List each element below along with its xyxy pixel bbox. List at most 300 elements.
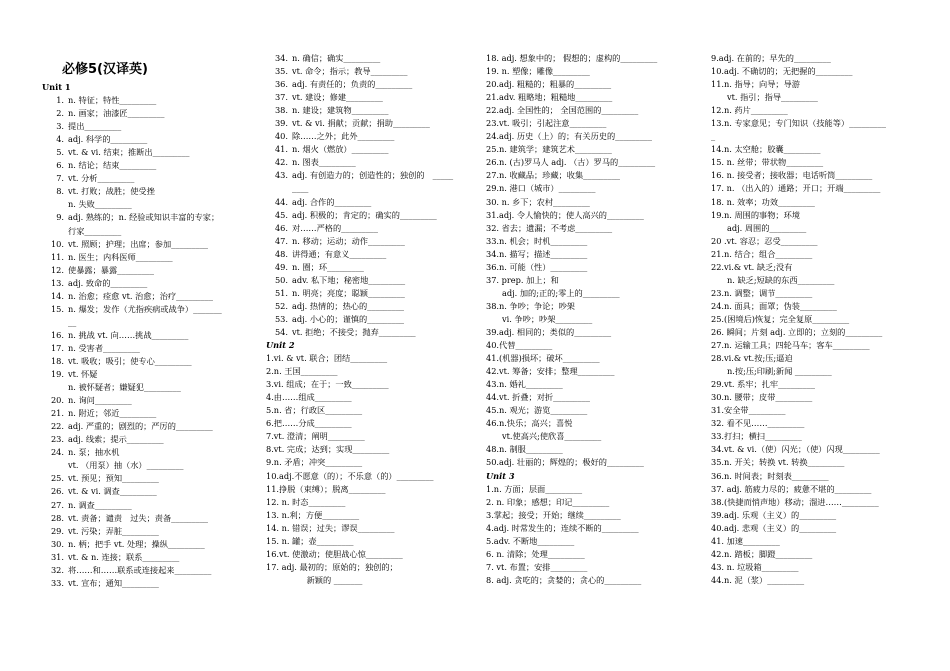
entry-text: 26. 瞬间；片刻 adj. 立即的；立刻的_________ [711, 326, 883, 337]
vocab-entry [711, 404, 921, 417]
entry-text: adv. 私下地；秘密地_________ [292, 274, 406, 285]
entry-text: n. 失败_________ [68, 199, 132, 210]
vocab-entry [42, 564, 247, 577]
vocab-entry [266, 574, 481, 587]
entry-number: 12. [50, 264, 64, 275]
column-2 [266, 52, 481, 587]
entry-text: 8.vt. 完成；达到；实现_________ [266, 444, 390, 455]
entry-text: 36.n. 时间表；时刻表_________ [711, 470, 829, 481]
entry-number: 5. [56, 147, 64, 158]
entry-text: 34.vt. & vi.（使）闪光；（使）闪现_________ [711, 444, 880, 455]
entry-text: 6.把……分成_________ [266, 418, 352, 429]
unit-label: Unit 1 [42, 82, 71, 92]
entry-text: n. 移动；运动；动作_________ [292, 235, 405, 246]
entry-text: 2. n. 印象；感想；印记_________ [486, 496, 610, 507]
vocab-entry [711, 209, 921, 222]
entry-text: 43. n. 垃圾箱_________ [711, 561, 799, 572]
entry-text: 29.vt. 系牢；扎牢_________ [711, 379, 815, 390]
vocab-entry [266, 483, 481, 496]
entry-text: __ [68, 316, 77, 327]
entry-text: adj. 线索；提示_________ [68, 434, 164, 445]
entry-text: 2.n. 王国_________ [266, 366, 338, 377]
entry-text: adj. 致命的_________ [68, 277, 148, 288]
entry-number: 42. [274, 157, 288, 168]
vocab-entry [42, 329, 247, 342]
vocab-entry [42, 159, 247, 172]
entry-text: 12. n. 时态_________ [266, 496, 346, 507]
entry-text: adj. 合作的_________ [292, 196, 372, 207]
entry-number: 10. [50, 238, 64, 249]
entry-text: 39.adj. 乐观（主义）的_________ [711, 509, 837, 520]
entry-text: 除……之外；此外_________ [292, 131, 395, 142]
entry-number: 3. [56, 121, 64, 132]
vocab-entry [486, 182, 706, 195]
entry-text: n. 治愈；痊愈 vt. 治愈；治疗_________ [68, 290, 213, 301]
entry-text: adj. 熟练的；n. 经验或知识丰富的专家； [68, 212, 220, 223]
entry-number: 50. [274, 274, 288, 285]
entry-text: vt. 指引；指导_________ [727, 92, 818, 103]
entry-text: n. 特征；特性_________ [68, 95, 157, 106]
vocab-entry [42, 264, 247, 277]
entry-number: 54. [274, 326, 288, 337]
vocab-entry [486, 117, 706, 130]
entry-text: 48.n. 制服_________ [486, 444, 563, 455]
entry-number: 18. [50, 355, 64, 366]
vocab-entry [711, 456, 921, 469]
vocab-entry [711, 339, 921, 352]
vocab-entry [42, 394, 247, 407]
vocab-entry [711, 65, 921, 78]
entry-number: 51. [274, 287, 288, 298]
vocab-entry [486, 326, 706, 339]
vocab-entry [266, 248, 481, 261]
entry-number: 9. [56, 212, 64, 223]
entry-text: 9.adj. 在前的；早先的_________ [711, 53, 831, 63]
vocab-entry [711, 391, 921, 404]
vocab-entry [266, 535, 481, 548]
entry-text: n.按;压;印刷;新闻 _________ [727, 366, 832, 377]
entry-number: 39. [274, 118, 288, 129]
vocab-entry [266, 313, 481, 326]
entry-text: 40.代替_________ [486, 340, 553, 351]
vocab-entry [42, 577, 247, 590]
vocab-entry [42, 225, 247, 238]
vocab-entry [266, 130, 481, 143]
entry-text: 35.n. 开关；转换 vt. 转换_________ [711, 457, 845, 468]
vocab-entry [42, 198, 247, 211]
entry-number: 43. [274, 170, 288, 181]
entry-text: 43.n. 婚礼_________ [486, 379, 563, 390]
entry-text: n. 受害者_________ [68, 342, 140, 353]
vocab-entry [266, 561, 481, 574]
entry-text: adj. 有创造力的；创造性的；独创的 _____ [292, 170, 454, 181]
entry-text: adj. 周围的_________ [727, 222, 807, 233]
entry-text: n. 询问_________ [68, 395, 132, 406]
entry-number: 53. [274, 313, 288, 324]
entry-text: 25.(困境后)恢复；完全复原_________ [711, 313, 850, 324]
entry-text: 46.n.快乐；高兴；喜悦 [486, 418, 573, 429]
vocab-entry [711, 104, 921, 117]
vocab-entry [266, 352, 481, 365]
entry-text: 34.n. 描写；描述_________ [486, 248, 588, 259]
vocab-entry [266, 456, 481, 469]
vocab-entry [486, 404, 706, 417]
vocab-entry [266, 378, 481, 391]
vocab-entry [711, 483, 921, 496]
vocab-entry [711, 91, 921, 104]
entry-text: n. 柄；把手 vt. 处理；操纵_________ [68, 538, 205, 549]
vocab-entry [486, 78, 706, 91]
entry-text: adj. 有责任的；负责的_________ [292, 79, 413, 90]
entry-text: 24.n. 面具；面罩；伪装_________ [711, 300, 837, 311]
column-1 [42, 81, 247, 590]
entry-text: 41.(机器)损坏；破坏_________ [486, 353, 600, 364]
vocab-entry [266, 300, 481, 313]
entry-text: 3.掌起；接受；开始；继续_________ [486, 509, 621, 520]
entry-text: 5.n. 省；行政区_________ [266, 405, 363, 416]
vocab-entry [711, 156, 921, 169]
entry-number: 30. [50, 538, 64, 549]
entry-text: 使暴露；暴露_________ [68, 264, 154, 275]
entry-number: 7. [56, 173, 64, 184]
vocab-entry [486, 65, 706, 78]
entry-text: 42.n. 踏板；脚蹬_________ [711, 548, 813, 559]
entry-text: 提出_________ [68, 121, 122, 132]
unit-heading [42, 81, 247, 94]
entry-text: 20.adj. 粗糙的；粗暴的_________ [486, 79, 612, 90]
entry-text: 11.挣脱（束缚）；脱离_________ [266, 483, 386, 494]
vocab-entry [711, 574, 921, 587]
entry-text: 15. n. 丝带；带状物_________ [711, 157, 824, 168]
entry-text: 16.vt. 使激动；使胆战心惊_________ [266, 548, 403, 559]
page-title: 必修5(汉译英) [62, 62, 148, 77]
entry-text: 30. n. 乡下；农村_________ [486, 196, 590, 207]
vocab-entry [42, 525, 247, 538]
vocab-entry [711, 143, 921, 156]
entry-text: 24.adj. 历史（上）的；有关历史的_________ [486, 131, 652, 142]
vocab-entry [486, 222, 706, 235]
vocab-entry [42, 277, 247, 290]
vocab-entry [711, 235, 921, 248]
entry-number: 20. [50, 395, 64, 406]
entry-text: 23.vt. 吸引；引起注意_________ [486, 118, 607, 129]
vocab-entry [711, 417, 921, 430]
entry-number: 6. [56, 160, 64, 171]
column-4 [711, 52, 921, 587]
vocab-entry [711, 548, 921, 561]
vocab-entry [486, 156, 706, 169]
unit-label: Unit 3 [486, 470, 515, 481]
entry-text: 11.n. 指导；向导；导游 [711, 79, 800, 90]
entry-number: 41. [274, 144, 288, 155]
entry-text: vt. 命令；指示；教导_________ [292, 66, 408, 77]
entry-text: 22.vi.& vt. 缺乏;没有 [711, 261, 793, 272]
vocab-entry [266, 65, 481, 78]
vocab-entry [266, 78, 481, 91]
vocab-entry [42, 512, 247, 525]
vocab-entry [266, 274, 481, 287]
entry-text: vt. 责备；谴责 过失；责备_________ [68, 512, 209, 523]
entry-text: 41. 加速_________ [711, 535, 780, 546]
vocab-entry [711, 509, 921, 522]
entry-text: 33.n. 机会；时机_________ [486, 235, 588, 246]
entry-text: 5.adv. 不断地_________ [486, 535, 575, 546]
vocab-entry [486, 287, 706, 300]
entry-text: vt. 宣布；通知_________ [68, 577, 159, 588]
entry-text: 18. n. 效率；功效_________ [711, 196, 815, 207]
vocab-entry [486, 143, 706, 156]
vocab-entry [266, 91, 481, 104]
vocab-entry [486, 169, 706, 182]
vocab-entry [486, 339, 706, 352]
entry-text: 4.由……组成_________ [266, 392, 352, 403]
vocab-entry [486, 274, 706, 287]
entry-text: vt. 吸收；吸引；使专心_________ [68, 355, 192, 366]
entry-text: n. 泵；抽水机 [68, 447, 120, 458]
vocab-entry [266, 261, 481, 274]
vocab-entry [711, 261, 921, 274]
vocab-entry [266, 156, 481, 169]
vocab-entry [486, 417, 706, 430]
vocab-entry [486, 535, 706, 548]
entry-number: 14. [50, 290, 64, 301]
vocab-entry [266, 143, 481, 156]
entry-text: n. 画家；油漆匠_________ [68, 108, 165, 119]
entry-text: adj. 小心的；谨慎的_________ [292, 313, 405, 324]
vocab-entry [711, 430, 921, 443]
vocab-entry [486, 104, 706, 117]
entry-number: 49. [274, 261, 288, 272]
entry-text: 1.n. 方面；层面_________ [486, 483, 583, 494]
vocab-entry [711, 287, 921, 300]
vocab-entry [266, 209, 481, 222]
entry-text: 31.adj. 令人愉快的；使人高兴的_________ [486, 209, 644, 220]
vocab-entry [486, 130, 706, 143]
vocab-entry [42, 146, 247, 159]
vocab-entry [711, 443, 921, 456]
vocab-entry [486, 52, 706, 65]
vocab-entry [42, 94, 247, 107]
entry-text: 将……和……联系或连接起来_________ [68, 564, 212, 575]
entry-number: 21. [50, 408, 64, 419]
vocab-entry [486, 313, 706, 326]
vocab-entry [711, 52, 921, 65]
entry-text: n. 明亮；亮度；聪颖_________ [292, 287, 405, 298]
vocab-entry [42, 303, 247, 316]
entry-number: 34. [274, 53, 288, 63]
vocab-entry [42, 211, 247, 224]
entry-text: 32. 省去；遗漏；不考虑_________ [486, 222, 613, 233]
entry-number: 40. [274, 131, 288, 142]
vocab-entry [711, 222, 921, 235]
vocab-entry [486, 248, 706, 261]
entry-text: 39.adj. 相同的；类似的_________ [486, 326, 612, 337]
entry-text: n. 烟火（燃放）_________ [292, 144, 389, 155]
column-3 [486, 52, 706, 587]
entry-text: n. 被怀疑者；嫌疑犯_________ [68, 382, 181, 393]
vocab-entry [486, 352, 706, 365]
vocab-entry [486, 509, 706, 522]
vocab-entry [42, 433, 247, 446]
vocab-entry [711, 470, 921, 483]
vocab-entry [486, 261, 706, 274]
entry-text: vt. & vi. 捐献；贡献；捐助_________ [292, 118, 430, 129]
vocab-entry [711, 248, 921, 261]
entry-text: 25.n. 建筑学；建筑艺术_________ [486, 144, 612, 155]
entry-text: adj. 加的;正的;零上的_________ [502, 287, 620, 298]
vocab-entry [486, 196, 706, 209]
entry-number: 11. [50, 251, 64, 262]
entry-text: 30.n. 腰带；皮带_________ [711, 392, 813, 403]
entry-text: 4.adj. 时常发生的；连续不断的_________ [486, 522, 639, 533]
vocab-entry [711, 274, 921, 287]
entry-number: 24. [50, 447, 64, 458]
entry-text: n. 缺乏;短缺的东西_________ [727, 274, 835, 285]
vocab-entry [42, 185, 247, 198]
unit-label: Unit 2 [266, 340, 295, 351]
vocab-entry [42, 172, 247, 185]
entry-text: 10.adj. 不确切的；无把握的_________ [711, 66, 853, 77]
entry-text: vt. 建设；修建_________ [292, 92, 383, 103]
entry-text: vt. 照顾；护理；出席；参加_________ [68, 238, 209, 249]
entry-text: 31.安全带_________ [711, 405, 786, 416]
entry-text: 19.n. 周围的事物；环境 [711, 209, 800, 220]
vocab-entry [42, 133, 247, 146]
entry-text: vt. & n. 连接；联系_________ [68, 551, 180, 562]
entry-text: 44.n. 泥（浆）_________ [711, 574, 805, 585]
entry-number: 35. [274, 66, 288, 77]
entry-text: 20 .vt. 容忍；忍受_________ [711, 235, 818, 246]
entry-text: 29.n. 港口（城市）_________ [486, 183, 596, 194]
vocab-entry [711, 365, 921, 378]
vocab-entry [486, 496, 706, 509]
vocab-entry [486, 430, 706, 443]
vocab-entry [42, 120, 247, 133]
entry-text: 23.n. 调整；调节_________ [711, 287, 813, 298]
entry-text: vt. & vi. 结束；推断出_________ [68, 147, 190, 158]
entry-text: 18. adj. 想象中的； 假想的；虚构的_________ [486, 53, 658, 63]
vocab-entry [266, 522, 481, 535]
entry-text: 10.adj.不愿意（的）；不乐意（的）_________ [266, 470, 434, 481]
entry-text: 38.n. 争吵；争论；吵架 [486, 300, 575, 311]
entry-text: adj. 严重的；剧烈的；严厉的_________ [68, 421, 213, 432]
entry-text: vi. 争吵；吵架_________ [502, 313, 593, 324]
entry-text: vt. （用泵）抽（水）_________ [68, 460, 184, 471]
vocab-entry [266, 222, 481, 235]
vocab-entry [711, 522, 921, 535]
entry-text: ____ [292, 183, 309, 194]
vocab-entry [711, 313, 921, 326]
entry-text: n. 图表_________ [292, 157, 356, 168]
entry-text: 42.vt. 筹备；安排；整理_________ [486, 366, 615, 377]
entry-number: 28. [50, 512, 64, 523]
vocab-entry [486, 561, 706, 574]
vocab-entry [486, 522, 706, 535]
vocab-entry [266, 169, 481, 182]
entry-text: 27.n. 运输工具；四轮马车；客车_________ [711, 340, 870, 351]
vocab-entry [266, 196, 481, 209]
entry-number: 27. [50, 499, 64, 510]
vocab-entry [42, 472, 247, 485]
entry-text: 行家_________ [68, 225, 122, 236]
entry-text: 15. n. 罐；壶_________ [266, 535, 354, 546]
entry-number: 32. [50, 564, 64, 575]
entry-text: 9.n. 矛盾；冲突_________ [266, 457, 363, 468]
entry-text: 17. adj. 最初的；原始的；独创的； [266, 561, 398, 572]
vocab-entry [486, 91, 706, 104]
entry-text: n. 建设；建筑物_________ [292, 105, 389, 116]
entry-text: 27.n. 收藏品；珍藏；收集_________ [486, 170, 621, 181]
vocab-entry [266, 496, 481, 509]
entry-text: 21.n. 结合；组合_________ [711, 248, 813, 259]
entry-text: 13. n.利；方便_________ [266, 509, 360, 520]
entry-number: 33. [50, 577, 64, 588]
entry-number: 1. [56, 95, 64, 106]
vocab-entry [266, 365, 481, 378]
entry-number: 22. [50, 421, 64, 432]
entry-number: 45. [274, 209, 288, 220]
vocab-entry [711, 496, 921, 509]
entry-text: 1.vi. & vt. 联合；团结_________ [266, 353, 388, 364]
entry-number: 29. [50, 525, 64, 536]
entry-text: 38.(快捷而悄声地）移动；溜进……_________ [711, 496, 879, 507]
entry-number: 52. [274, 300, 288, 311]
entry-text: 对……严格的_________ [292, 222, 378, 233]
entry-number: 38. [274, 105, 288, 116]
vocab-entry [486, 483, 706, 496]
vocab-entry [42, 459, 247, 472]
entry-text: vt. 分析_________ [68, 173, 135, 184]
vocab-entry [266, 182, 481, 195]
vocab-entry [266, 326, 481, 339]
entry-text: vt. 怀疑 [68, 369, 98, 380]
entry-text: vt. 预见；预知_________ [68, 473, 159, 484]
entry-text: 6. n. 清除；处理_________ [486, 548, 585, 559]
vocab-entry [42, 290, 247, 303]
entry-text: n. 调查_________ [68, 499, 132, 510]
entry-text: vt.使高兴;使欣喜_________ [502, 431, 602, 442]
vocab-entry [266, 104, 481, 117]
entry-number: 2. [56, 108, 64, 119]
vocab-entry [266, 548, 481, 561]
entry-text: 3.vi. 组成；在于；一致_________ [266, 379, 389, 390]
entry-number: 31. [50, 551, 64, 562]
entry-number: 44. [274, 196, 288, 207]
entry-number: 16. [50, 329, 64, 340]
entry-text: 22.adj. 全国性的； 全国范围的_________ [486, 105, 639, 116]
unit-heading [266, 339, 481, 352]
entry-number: 15. [50, 303, 64, 314]
vocab-entry [42, 381, 247, 394]
vocab-entry [711, 130, 921, 143]
vocab-entry [42, 446, 247, 459]
vocab-entry [711, 117, 921, 130]
vocab-entry [42, 538, 247, 551]
entry-text: n. 圈；环_________ [292, 261, 364, 272]
vocab-entry [42, 485, 247, 498]
vocab-entry [711, 561, 921, 574]
entry-number: 17. [50, 342, 64, 353]
vocab-entry [42, 499, 247, 512]
vocab-entry [42, 368, 247, 381]
entry-text: 7. vt. 布置；安排_________ [486, 561, 588, 572]
entry-text: 45.n. 观光；游览_________ [486, 405, 588, 416]
entry-number: 37. [274, 92, 288, 103]
entry-number: 4. [56, 134, 64, 145]
vocab-entry [711, 196, 921, 209]
entry-number: 19. [50, 369, 64, 380]
entry-text: 19. n. 塑像；雕像_________ [486, 66, 590, 77]
